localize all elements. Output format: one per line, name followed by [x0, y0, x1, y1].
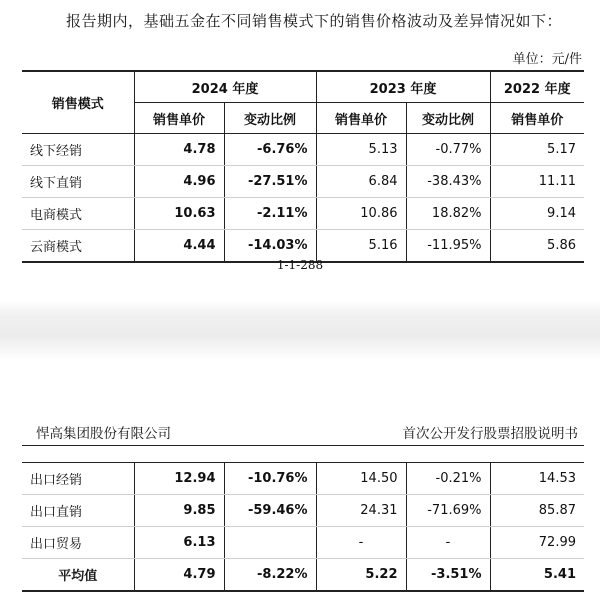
price-2024: 4.44 [134, 230, 224, 263]
change-2024: -27.51% [224, 166, 316, 198]
page-number: 1-1-288 [276, 258, 324, 272]
header-divider [22, 445, 584, 446]
change-2024 [224, 527, 316, 559]
row-mode: 线下直销 [22, 166, 134, 198]
price-2023: 5.22 [316, 559, 406, 592]
row-mode: 云商模式 [22, 230, 134, 263]
intro-text: 报告期内，基础五金在不同销售模式下的销售价格波动及差异情况如下： [66, 12, 563, 30]
price-2023: 14.50 [316, 463, 406, 495]
change-2024: -8.22% [224, 559, 316, 592]
header-sales-mode: 销售模式 [22, 71, 134, 134]
price-2022: 9.14 [490, 198, 584, 230]
price-2023: 10.86 [316, 198, 406, 230]
price-2024: 6.13 [134, 527, 224, 559]
row-mode: 出口直销 [22, 495, 134, 527]
price-2022: 5.17 [490, 134, 584, 166]
price-2022: 11.11 [490, 166, 584, 198]
change-2024: -10.76% [224, 463, 316, 495]
row-mode: 平均值 [22, 559, 134, 592]
price-2023: - [316, 527, 406, 559]
price-table-top [22, 70, 584, 263]
price-2024: 10.63 [134, 198, 224, 230]
row-mode: 电商模式 [22, 198, 134, 230]
table-row [22, 463, 584, 495]
table-header-row-years [22, 71, 584, 103]
price-2024: 9.85 [134, 495, 224, 527]
document-page-bottom [0, 366, 600, 589]
table-row [22, 134, 584, 166]
header-price-2023: 销售单价 [316, 103, 406, 134]
change-2024: -2.11% [224, 198, 316, 230]
price-2022: 14.53 [490, 463, 584, 495]
price-2022: 5.86 [490, 230, 584, 263]
change-2023: -38.43% [406, 166, 490, 198]
header-price-2022: 销售单价 [490, 103, 584, 134]
table-row [22, 527, 584, 559]
row-mode: 出口贸易 [22, 527, 134, 559]
header-price-2024: 销售单价 [134, 103, 224, 134]
price-2024: 4.78 [134, 134, 224, 166]
price-2024: 4.96 [134, 166, 224, 198]
row-mode: 线下经销 [22, 134, 134, 166]
change-2024: -14.03% [224, 230, 316, 263]
price-2023: 6.84 [316, 166, 406, 198]
price-2022: 72.99 [490, 527, 584, 559]
change-2023: -0.21% [406, 463, 490, 495]
table-row [22, 198, 584, 230]
company-name: 悍高集团股份有限公司 [36, 426, 171, 442]
change-2023: -3.51% [406, 559, 490, 592]
header-change-2023: 变动比例 [406, 103, 490, 134]
price-2023: 24.31 [316, 495, 406, 527]
change-2024: -6.76% [224, 134, 316, 166]
unit-label: 单位：元/件 [512, 52, 582, 67]
header-change-2024: 变动比例 [224, 103, 316, 134]
header-year-2022: 2022 年度 [490, 71, 584, 103]
price-2022: 5.41 [490, 559, 584, 592]
header-year-2024: 2024 年度 [134, 71, 316, 103]
change-2023: - [406, 527, 490, 559]
header-year-2023: 2023 年度 [316, 71, 490, 103]
change-2023: -11.95% [406, 230, 490, 263]
price-2023: 5.16 [316, 230, 406, 263]
document-title: 首次公开发行股票招股说明书 [402, 426, 578, 442]
price-2024: 4.79 [134, 559, 224, 592]
change-2023: -0.77% [406, 134, 490, 166]
change-2024: -59.46% [224, 495, 316, 527]
row-mode: 出口经销 [22, 463, 134, 495]
page-separator [0, 300, 600, 360]
table-row [22, 166, 584, 198]
table-row [22, 495, 584, 527]
price-table-bottom [22, 462, 584, 592]
price-2024: 12.94 [134, 463, 224, 495]
price-2022: 85.87 [490, 495, 584, 527]
change-2023: -71.69% [406, 495, 490, 527]
price-2023: 5.13 [316, 134, 406, 166]
average-row [22, 559, 584, 592]
change-2023: 18.82% [406, 198, 490, 230]
